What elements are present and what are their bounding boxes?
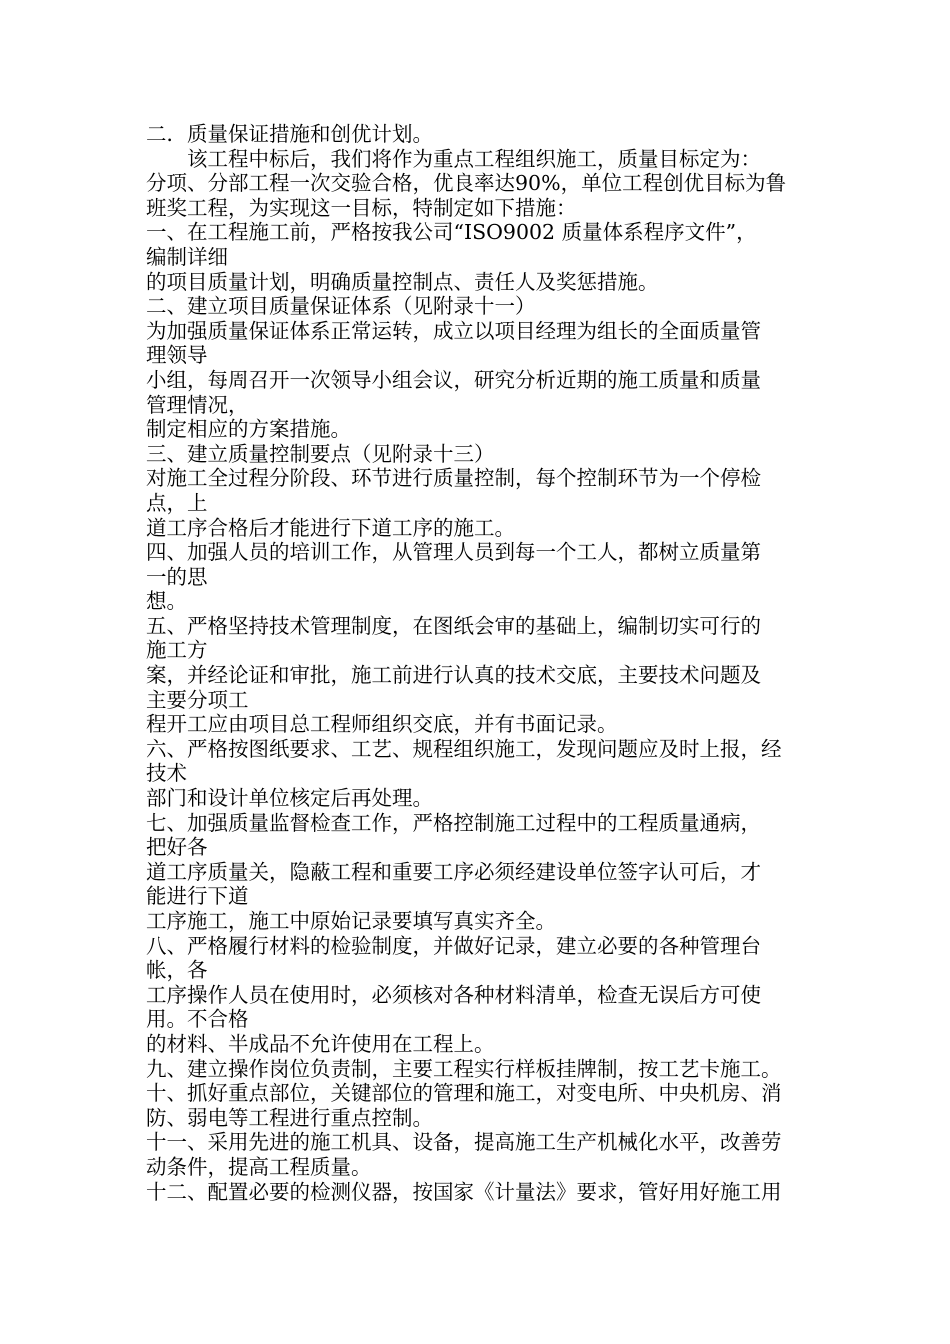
text-line: 的项目质量计划，明确质量控制点、责任人及奖惩措施。 <box>146 269 659 294</box>
text-line: 十一、采用先进的施工机具、设备，提高施工生产机械化水平，改善劳 <box>146 1130 782 1155</box>
text-line: 道工序合格后才能进行下道工序的施工。 <box>146 515 515 540</box>
text-line: 十、抓好重点部位，关键部位的管理和施工，对变电所、中央机房、消 <box>146 1081 782 1106</box>
document-body <box>146 122 810 1204</box>
text-line: 防、弱电等工程进行重点控制。 <box>146 1105 433 1130</box>
text-line: 用。不合格 <box>146 1007 249 1032</box>
text-line: 七、加强质量监督检查工作，严格控制施工过程中的工程质量通病， <box>146 810 761 835</box>
text-line: 程开工应由项目总工程师组织交底，并有书面记录。 <box>146 712 618 737</box>
text-line: 理领导 <box>146 343 208 368</box>
text-line: 五、严格坚持技术管理制度，在图纸会审的基础上，编制切实可行的 <box>146 613 761 638</box>
text-line: 一、在工程施工前，严格按我公司“ISO9002 质量体系程序文件”， <box>146 220 757 245</box>
text-line: 动条件，提高工程质量。 <box>146 1154 372 1179</box>
text-line: 的材料、半成品不允许使用在工程上。 <box>146 1031 495 1056</box>
text-line: 该工程中标后，我们将作为重点工程组织施工，质量目标定为： <box>146 146 761 171</box>
text-line: 主要分项工 <box>146 687 249 712</box>
text-line: 小组，每周召开一次领导小组会议，研究分析近期的施工质量和质量 <box>146 367 761 392</box>
text-line: 十二、配置必要的检测仪器，按国家《计量法》要求，管好用好施工用 <box>146 1179 782 1204</box>
text-line: 帐，各 <box>146 958 208 983</box>
text-line: 工序施工，施工中原始记录要填写真实齐全。 <box>146 909 556 933</box>
text-line: 制定相应的方案措施。 <box>146 417 351 442</box>
text-line: 点，上 <box>146 490 208 515</box>
text-line: 技术 <box>146 761 187 786</box>
text-line: 把好各 <box>146 835 208 860</box>
text-line: 九、建立操作岗位负责制，主要工程实行样板挂牌制，按工艺卡施工。 <box>146 1056 782 1081</box>
text-line: 施工方 <box>146 638 208 663</box>
text-line: 道工序质量关，隐蔽工程和重要工序必须经建设单位签字认可后，才 <box>146 859 761 884</box>
text-line: 能进行下道 <box>146 884 249 909</box>
text-line: 案，并经论证和审批，施工前进行认真的技术交底，主要技术问题及 <box>146 663 761 688</box>
text-line: 三、建立质量控制要点（见附录十三） <box>146 441 495 466</box>
text-line: 二、建立项目质量保证体系（见附录十一） <box>146 294 536 319</box>
text-line: 八、严格履行材料的检验制度，并做好记录，建立必要的各种管理台 <box>146 933 761 958</box>
text-line: 二．质量保证措施和创优计划。 <box>146 122 433 146</box>
text-line: 分项、分部工程一次交验合格，优良率达90%，单位工程创优目标为鲁 <box>146 171 787 196</box>
text-line: 班奖工程，为实现这一目标，特制定如下措施： <box>146 195 577 220</box>
text-line: 六、严格按图纸要求、工艺、规程组织施工，发现问题应及时上报，经 <box>146 736 782 761</box>
text-line: 部门和设计单位核定后再处理。 <box>146 786 433 811</box>
text-line: 一的思 <box>146 564 208 589</box>
text-line: 对施工全过程分阶段、环节进行质量控制，每个控制环节为一个停检 <box>146 466 761 491</box>
text-line: 四、加强人员的培训工作，从管理人员到每一个工人，都树立质量第 <box>146 540 761 565</box>
text-line: 编制详细 <box>146 244 228 269</box>
text-line: 工序操作人员在使用时，必须核对各种材料清单，检查无误后方可使 <box>146 982 761 1007</box>
text-line: 想。 <box>146 589 187 614</box>
text-line: 为加强质量保证体系正常运转，成立以项目经理为组长的全面质量管 <box>146 318 761 343</box>
text-line: 管理情况， <box>146 392 249 417</box>
